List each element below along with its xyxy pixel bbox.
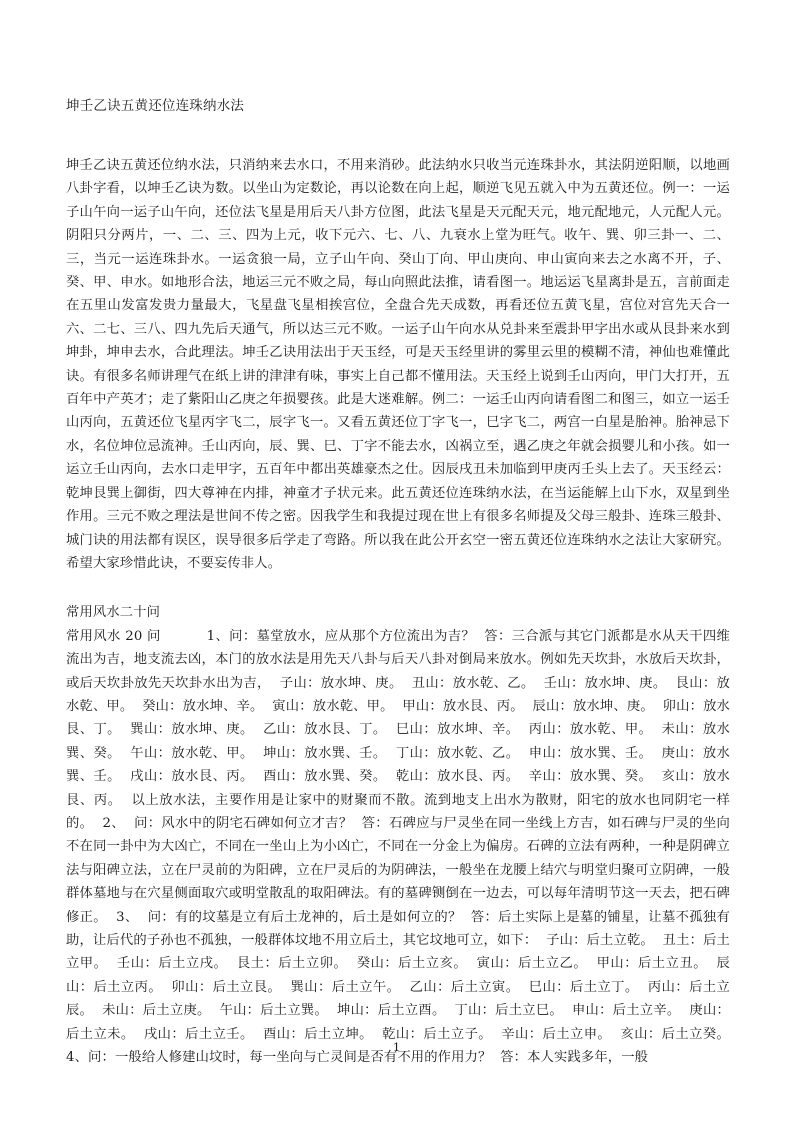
- main-method-paragraph: 坤壬乙诀五黄还位纳水法，只消纳来去水口，不用来消砂。此法纳水只收当元连珠卦水，其法阴逆阳顺，以地画八卦字看，以坤壬乙诀为数。以坐山为定数论，再以论数在向上起，顺逆飞见五就入中为五黄还位。例一：一运子山午向一运子山午向，还位法飞星是用后天八卦方位图，此法飞星是天元配天元，地元配地元，人元配人元。阴阳只分两片，一、二、三、四为上元，收下元六、七、八、九衰水上堂为旺气。收午、巽、卯三卦一、二、三，当元一运连珠卦水。一运贪狼一局，立子山午向、癸山丁向、甲山庚向、申山寅向来去之水离不开，子、癸、甲、申水。如地形合法，地运三元不败之局，每山向照此法推，请看图一。地运运飞星离卦是五，言前面走在五里山发富发贵力量最大，飞星盘飞星相挨宫位，全盘合先天成数，再看还位五黄飞星，宫位对宫先天合一六、二七、三八、四九先后天通气，所以达三元不败。一运子山午向水从兑卦来至震卦甲字出水或从艮卦来水到坤卦，坤申去水，合此理法。坤壬乙诀用法出于天玉经，可是天玉经里讲的雾里云里的模糊不清，神仙也难懂此诀。有很多名师讲理气在纸上讲的津津有味，事实上自己都不懂用法。天玉经上说到壬山丙向，甲门大打开，五百年中产英才；走了紫阳山乙庚之年损婴孩。此是大迷难解。例二：一运壬山丙向请看图二和图三，如立一运壬山丙向，五黄还位飞星丙字飞二，辰字飞一。又看五黄还位丁字飞一，巳字飞二，两宫一白星是胎神。胎神忌下水，名位坤位忌流神。壬山丙向，辰、巽、巳、丁字不能去水，凶祸立至，遇乙庚之年就会损婴儿和小孩。如一运立壬山丙向，去水口走甲字，五百年中都出英雄豪杰之仕。因辰戌丑未加临到甲庚丙壬头上去了。天玉经云：乾坤艮巽上御街，四大尊神在内排，神童才子状元来。此五黄还位连珠纳水法，在当运能解上山下水，双星到坐作用。三元不败之理法是世间不传之密。因我学生和我提过现在世上有很多名师提及父母三般卦、连珠三般卦、城门诀的用法都有误区，误导很多后学走了弯路。所以我在此公开玄空一密五黄还位连珠纳水之法让大家研究。希望大家珍惜此诀，不要妄传非人。: [66, 158, 730, 571]
- title-spacer: [66, 116, 730, 154]
- page-title: 坤壬乙诀五黄还位连珠纳水法: [66, 98, 245, 114]
- qa-lead-gap: [161, 629, 207, 644]
- document-content: [66, 96, 739, 1069]
- section-gap-spacer: [66, 575, 730, 601]
- section-heading-twenty-questions: 常用风水二十问: [66, 605, 161, 621]
- page-number: 1: [392, 1040, 401, 1054]
- qa-block: [66, 625, 739, 1070]
- qa-lead-label: 常用风水 20 问: [66, 628, 161, 644]
- qa-body-text: 1、问：墓堂放水，应从那个方位流出为吉？ 答：三合派与其它门派都是水从天干四维流出为吉，地支流去凶，本门的放水法是用先天八卦与后天八卦对倒局来放水。例如先天坎卦，水放后天坎卦，或后天坎卦放先天坎卦水出为吉， 子山：放水坤、庚。 丑山：放水乾、乙。 壬山：放水坤、庚。 艮山：放水乾、甲。 癸山：放水坤、辛。 寅山：放水乾、甲。 甲山：放水艮、丙。 辰山：放水坤、庚。 卯山：放水艮、丁。 巽山：放水坤、庚。 乙山：放水艮、丁。 巳山：放水坤、辛。 丙山：放水乾、甲。 未山：放水巽、癸。 午山：放水乾、甲。 坤山：放水巽、壬。 丁山：放水乾、乙。 申山：放水巽、壬。 庚山：放水巽、壬。 戌山：放水艮、丙。 酉山：放水巽、癸。 乾山：放水艮、丙。 辛山：放水巽、癸。 亥山：放水艮、丙。 以上放水法，主要作用是让家中的财聚而不散。流到地支上出水为散财，阳宅的放水也同阴宅一样的。 2、 问：风水中的阴宅石碑如何立才吉？ 答：石碑应与尸灵坐在同一坐线上方吉，如石碑与尸灵的坐向不在同一卦中为大凶亡，不同在一坐山上为小凶亡，不同在一分金上为偏房。石碑的立法有两种，一种是阴碑立法与阳碑立法，立在尸灵前的为阳碑，立在尸灵后的为阴碑法，一般坐在龙腰上结穴与明堂归聚可立阴碑，一般群体墓地与在穴星侧面取穴或明堂散乱的取阳碑法。有的墓碑铡倒在一边去，可以每年清明节这一天去，把石碑修正。 3、 问：有的坟墓是立有后土龙神的，后土是如何立的？ 答：后土实际上是墓的铺星，让墓不孤独有助，让后代的子孙也不孤独，一般群体坟地不用立后土，其它坟地可立，如下： 子山：后土立乾。 丑土：后土立甲。 壬山：后土立戌。 艮土：后土立卯。 癸山：后土立亥。 寅山：后土立乙。 甲山：后土立丑。 辰山：后土立丙。 卯山：后土立艮。 巽山：后土立午。 乙山：后土立寅。 巳山：后土立丁。 丙山：后土立辰。 未山：后土立庚。 午山：后土立巽。 坤山：后土立酉。 丁山：后土立巳。 申山：后土立辛。 庚山：后土立未。 戌山：后土立壬。 酉山：后土立坤。 乾山：后土立子。 辛山：后土立申。 亥山：后土立癸。 4、问：一般给人修建山坟时，每一坐向与亡灵间是否有不用的作用力？ 答：本人实践多年，一般: [66, 628, 739, 1066]
